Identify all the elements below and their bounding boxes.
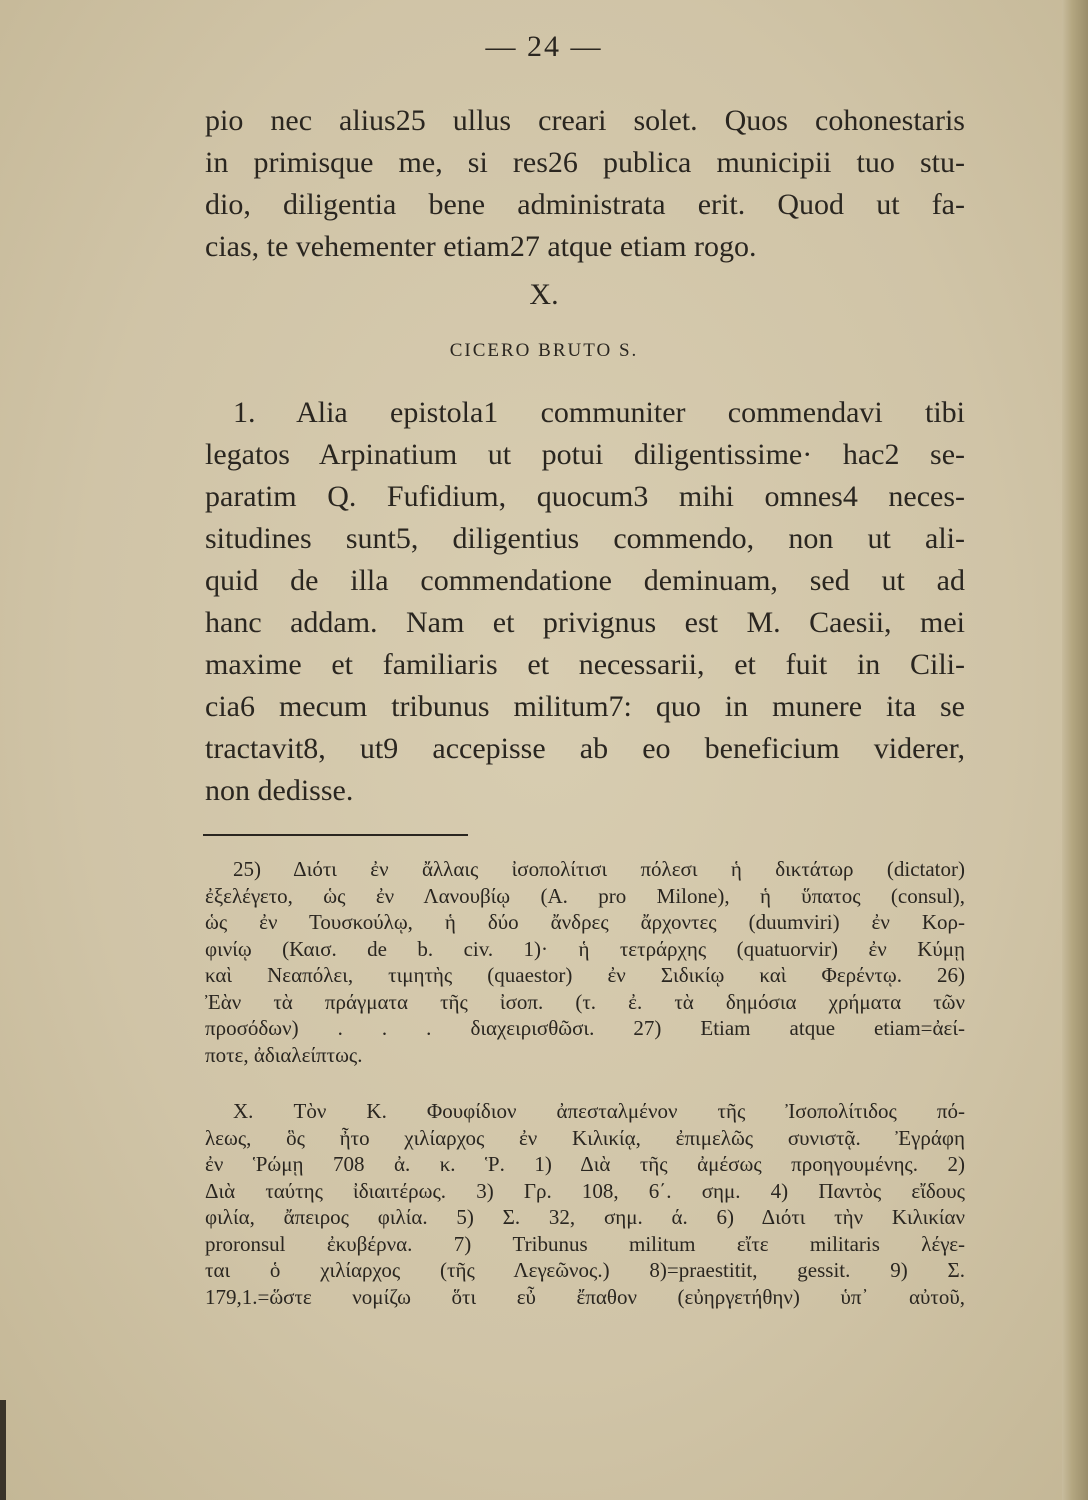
footnote-line: 179,1.=ὥστε νομίζω ὅτι εὖ ἔπαθον (εὐηργετήθην) ὑπ᾿ αὐτοῦ, [205,1284,965,1309]
page-edge-shadow [0,1400,6,1500]
footnotes-letter-x [205,1098,965,1310]
footnote-line: X. Τὸν Κ. Φουφίδιον ἀπεσταλμένον τῆς Ἰσοπολίτιδος πό- [233,1099,965,1123]
footnote-line: ται ὁ χιλίαρχος (τῆς Λεγεῶνος.) 8)=praestitit, gessit. 9) Σ. [205,1258,965,1282]
page-number: — 24 — [485,30,603,63]
section-number: X. [529,278,559,311]
text-line: situdines sunt5, diligentius commendo, non ut ali- [205,522,965,555]
text-line: tractavit8, ut9 accepisse ab eo beneficium viderer, [205,732,965,765]
footnote-divider [203,834,468,836]
footnote-line: Ἐὰν τὰ πράγματα τῆς ἰσοπ. (τ. ἐ. τὰ δημόσια χρήματα τῶν [205,989,965,1014]
text-line: cia6 mecum tribunus militum7: quo in munere ita se [205,690,965,723]
footnote-line: φινίῳ (Καισ. de b. civ. 1)· ἡ τετράρχης (quatuorvir) ἐν Κύμῃ [205,936,965,961]
footnote-line: proronsul ἐκυβέρνα. 7) Tribunus militum εἴτε militaris λέγε- [205,1231,965,1256]
footnote-line: ἐξελέγετο, ὡς ἐν Λανουβίῳ (Α. pro Milone), ἡ ὕπατος (consul), [205,883,965,908]
text-line: cias, te vehementer etiam27 atque etiam rogo. [205,230,757,263]
footnote-line: φιλία, ἄπειρος φιλία. 5) Σ. 32, σημ. ά. 6) Διότι τὴν Κιλικίαν [205,1205,965,1229]
text-line: dio, diligentia bene administrata erit. Quod ut fa- [205,188,965,221]
book-spine [1062,0,1088,1500]
footnote-line: ἐν Ῥώμῃ 708 ἀ. κ. Ῥ. 1) Διὰ τῆς ἀμέσως προηγουμένης. 2) [205,1152,965,1176]
text-line: quid de illa commendatione deminuam, sed ut ad [205,564,965,597]
section-title: CICERO BRUTO S. [449,340,639,361]
text-line: paratim Q. Fufidium, quocum3 mihi omnes4 neces- [205,480,965,513]
text-line: maxime et familiaris et necessarii, et fuit in Cili- [205,648,965,681]
letter-paragraph [205,392,965,812]
footnote-line: λεως, ὃς ἦτο χιλίαρχος ἐν Κιλικίᾳ, ἐπιμελῶς συνιστᾷ. Ἐγράφη [205,1125,965,1150]
footnote-line: προσόδων) . . . διαχειρισθῶσι. 27) Etiam atque etiam=ἀεί- [205,1016,965,1040]
footnote-line: Διὰ ταύτης ἰδιαιτέρως. 3) Γρ. 108, 6΄. σημ. 4) Παντὸς εἴδους [205,1178,965,1203]
text-line: non dedisse. [205,774,354,807]
intro-paragraph [205,100,965,268]
text-line: hanc addam. Nam et privignus est M. Caesii, mei [205,606,965,639]
footnote-line: ποτε, ἀδιαλείπτως. [205,1042,363,1067]
text-line: legatos Arpinatium ut potui diligentissime· hac2 se- [205,438,965,471]
text-line: in primisque me, si res26 publica municipii tuo stu- [205,146,965,179]
footnote-line: καὶ Νεαπόλει, τιμητὴς (quaestor) ἐν Σιδικίῳ καὶ Φερέντῳ. 26) [205,963,965,987]
footnotes-prev-letter [205,856,965,1068]
footnote-line: ὡς ἐν Τουσκούλῳ, ἡ δύο ἄνδρες ἄρχοντες (duumviri) ἐν Κορ- [205,910,965,934]
text-line: pio nec alius25 ullus creari solet. Quos cohonestaris [205,104,965,137]
text-line: 1. Alia epistola1 communiter commendavi tibi [233,396,965,429]
footnote-line: 25) Διότι ἐν ἄλλαις ἰσοπολίτισι πόλεσι ἡ δικτάτωρ (dictator) [233,857,965,881]
